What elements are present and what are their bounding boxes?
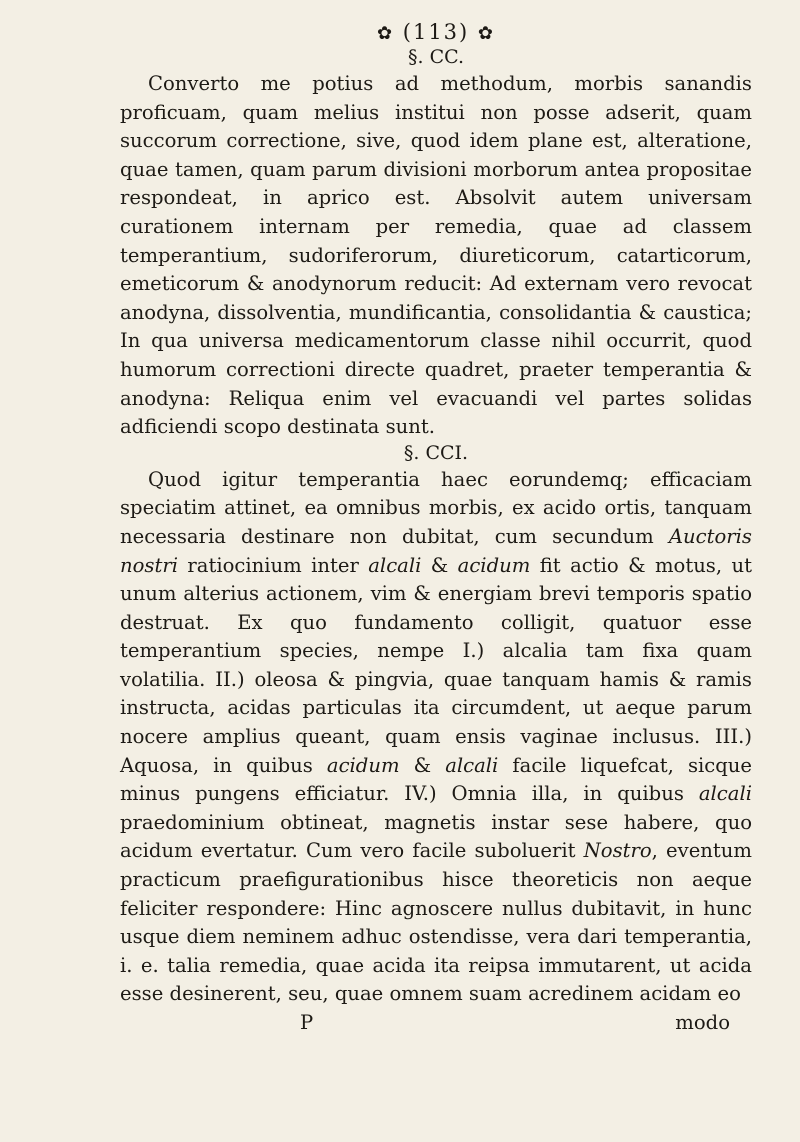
italic-auctor: Auctoris nostri: [120, 524, 752, 577]
section-text-cci: [120, 466, 752, 1009]
text-run: Quod igitur temperantia haec eorundemq; efficaciam speciatim attinet, ea omnibus morbis, ex acido ortis, tanquam necessaria destinare non dubitat, cum secundum: [120, 467, 752, 548]
section-text-cc: Converto me potius ad methodum, morbis sanandis proficuam, quam melius institui non posse adserit, quam succorum correctione, sive, quod idem plane est, alteratione, quae tamen, quam parum divisioni morborum antea propositae respondeat, in aprico est. Absolvit autem universam curationem internam per remedia, quae ad classem temperantium, sudoriferorum, diureticorum, catarticorum, emeticorum & anodynorum reducit: Ad externam vero revocat anodyna, dissolventia, mundificantia, consolidantia & caustica; In qua universa medicamentorum classe nihil occurrit, quod humorum correctioni directe quadret, praeter temperantia & anodyna: Reliqua enim vel evacuandi vel partes solidas adficiendi scopo destinata sunt.: [120, 72, 752, 439]
section-heading-cci: §. CCI.: [403, 441, 469, 464]
italic-term: acidum: [326, 753, 400, 777]
text-run: praedominium obtineat, magnetis instar sese habere, quo acidum evertatur. Cum vero facile suboluerit: [120, 810, 752, 863]
italic-nostro: Nostro: [583, 839, 652, 863]
italic-term: acidum: [457, 553, 531, 577]
page-number: (113): [402, 20, 470, 44]
signature-mark: P: [300, 1011, 314, 1034]
italic-term: alcali: [368, 553, 422, 577]
page-footer: [120, 1009, 752, 1037]
running-head: [120, 20, 752, 44]
catchword: modo: [675, 1011, 730, 1034]
text-run: , eventum practicum praefigurationibus hisce theoreticis non aeque feliciter respondere: Hinc agnoscere nullus dubitavit, in hunc usque diem neminem adhuc ostendisse, vera dari temperantia, i. e. talia remedia, quae acida ita reipsa immutarent, ut acida esse desinerent, seu, quae omnem suam acredinem acidam eo: [120, 839, 752, 1006]
italic-term: alcali: [445, 753, 499, 777]
text-run: facile liquefcat, sicque minus pungens efficiatur. IV.) Omnia illa, in quibus: [120, 753, 752, 806]
ornament-right-icon: ✿: [477, 23, 496, 44]
text-run: fit actio & motus, ut unum alterius actionem, vim & energiam brevi temporis spatio destruat. Ex quo fundamento colligit, quatuor esse temperantium species, nempe I.) alcalia tam fixa quam volatilia. II.) oleosa & pingvia, quae tanquam hamis & ramis instructa, acidas particulas ita circumdent, ut aeque parum nocere amplius queant, quam ensis vaginae inclusus. III.) Aquosa, in quibus: [120, 553, 752, 777]
text-run: &: [421, 553, 458, 577]
italic-term: alcali: [698, 782, 752, 806]
text-run: ratiocinium inter: [177, 553, 369, 577]
text-run: &: [399, 753, 446, 777]
ornament-left-icon: ✿: [376, 23, 395, 44]
section-heading-cc: §. CC.: [407, 46, 465, 68]
